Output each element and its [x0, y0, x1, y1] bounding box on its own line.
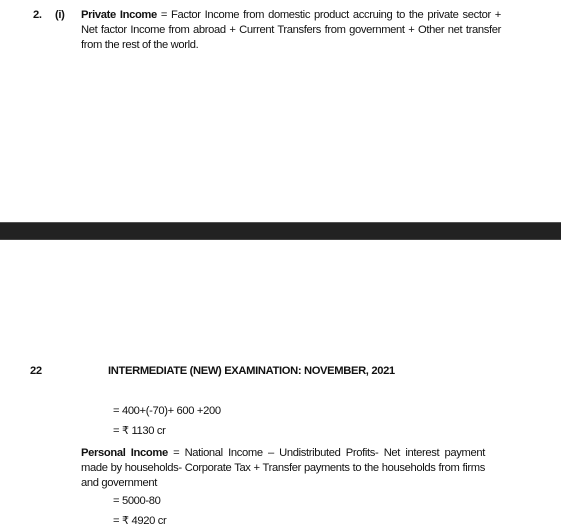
- personal-income-text: = National Income – Undistributed Profits- Net interest payment made by households- Corporate Tax + Transfer payments to the households from firms and government: [81, 447, 485, 489]
- page-divider: [0, 222, 561, 240]
- calculation-line: = 5000-80: [113, 495, 161, 507]
- private-income-text: = Factor Income from domestic product accruing to the private sector + Net factor Income from abroad + Current Transfers from government + Other net transfer from the rest of the world.: [81, 9, 501, 51]
- page-number: 22: [30, 365, 42, 377]
- calculation-result: = ₹ 4920 cr: [113, 515, 167, 527]
- calculation-result: = ₹ 1130 cr: [113, 425, 166, 437]
- private-income-definition: [81, 8, 501, 53]
- private-income-term: Private Income: [81, 9, 157, 21]
- personal-income-term: Personal Income: [81, 447, 168, 459]
- sub-question-label: (i): [55, 9, 65, 21]
- personal-income-definition: [81, 446, 485, 491]
- calculation-line: = 400+(-70)+ 600 +200: [113, 405, 221, 417]
- exam-header-title: INTERMEDIATE (NEW) EXAMINATION: NOVEMBER, 2021: [108, 365, 395, 377]
- question-number: 2.: [33, 9, 42, 21]
